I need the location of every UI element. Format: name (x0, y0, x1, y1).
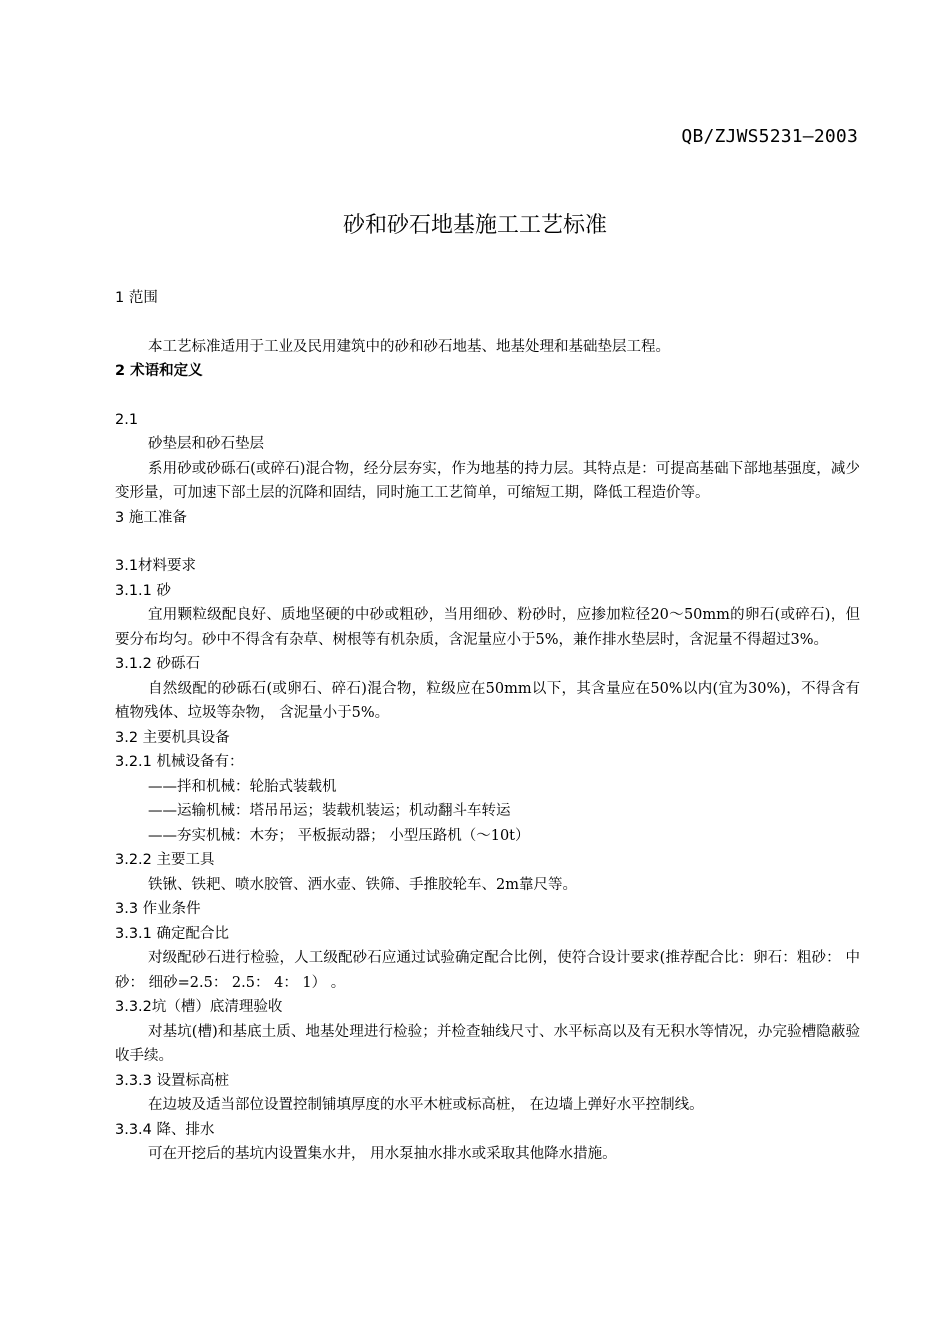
body-paragraph: 在边坡及适当部位设置控制铺填厚度的水平木桩或标高桩， 在边墙上弹好水平控制线。 (148, 1097, 704, 1113)
body-paragraph: 砂垫层和砂石垫层 (148, 436, 264, 452)
document-body (115, 286, 860, 1167)
body-paragraph: 对级配砂石进行检验，人工级配砂石应通过试验确定配合比例，使符合设计要求(推荐配合比：卵石：粗砂： 中砂： 细砂=2.5： 2.5： 4： 1） 。 (115, 950, 860, 991)
section-heading: 3.3.1 确定配合比 (115, 925, 230, 942)
body-paragraph: 本工艺标准适用于工业及民用建筑中的砂和砂石地基、地基处理和基础垫层工程。 (148, 338, 670, 355)
section-heading: 3.3.4 降、排水 (115, 1121, 215, 1138)
section-heading: 3.2.1 机械设备有： (115, 754, 244, 770)
section-heading: 2 术语和定义 (115, 363, 203, 379)
section-heading: 3.1.1 砂 (115, 582, 172, 599)
section-heading: 3.3 作业条件 (115, 901, 201, 917)
body-paragraph: ——拌和机械：轮胎式装载机 (148, 778, 337, 795)
section-heading: 3.2.2 主要工具 (115, 852, 215, 868)
body-paragraph: 自然级配的砂砾石(或卵石、碎石)混合物，粒级应在50mm以下，其含量应在50%以内(宜为30%)，不得含有植物残体、垃圾等杂物， 含泥量小于5%。 (115, 680, 860, 721)
section-heading: 3.1.2 砂砾石 (115, 656, 201, 672)
spacer (115, 384, 860, 408)
body-paragraph: ——运输机械：塔吊吊运；装载机装运；机动翻斗车转运 (148, 803, 511, 819)
section-heading: 3.3.3 设置标高桩 (115, 1072, 230, 1089)
spacer (115, 311, 860, 335)
standard-code: QB/ZJWS5231—2003 (681, 126, 858, 147)
section-heading: 3.3.2坑（槽）底清理验收 (115, 999, 283, 1015)
body-paragraph: 铁锹、铁耙、喷水胶管、洒水壶、铁筛、手推胶轮车、2m靠尺等。 (148, 876, 577, 893)
body-paragraph: 可在开挖后的基坑内设置集水井， 用水泵抽水排水或采取其他降水措施。 (148, 1146, 617, 1162)
body-paragraph: 系用砂或砂砾石(或碎石)混合物，经分层夯实，作为地基的持力层。其特点是：可提高基础下部地基强度，减少变形量，可加速下部土层的沉降和固结，同时施工工艺简单，可缩短工期，降低工程造价等。 (115, 460, 860, 501)
section-heading: 1 范围 (115, 290, 158, 306)
section-heading: 3 施工准备 (115, 509, 187, 526)
document-title: 砂和砂石地基施工工艺标准 (342, 213, 607, 238)
section-heading: 3.1材料要求 (115, 558, 197, 574)
body-paragraph: 对基坑(槽)和基底土质、地基处理进行检验；并检查轴线尺寸、水平标高以及有无积水等情况，办完验槽隐蔽验收手续。 (115, 1023, 860, 1064)
body-paragraph: 宜用颗粒级配良好、质地坚硬的中砂或粗砂，当用细砂、粉砂时，应掺加粒径20～50mm的卵石(或碎石)，但要分布均匀。砂中不得含有杂草、树根等有机杂质，含泥量应小于5%，兼作排水垫层时，含泥量不得超过3%。 (115, 607, 860, 648)
body-paragraph: ——夯实机械：木夯； 平板振动器； 小型压路机（～10t） (148, 827, 530, 844)
spacer (115, 530, 860, 554)
section-heading: 2.1 (115, 411, 139, 428)
section-heading: 3.2 主要机具设备 (115, 729, 230, 746)
